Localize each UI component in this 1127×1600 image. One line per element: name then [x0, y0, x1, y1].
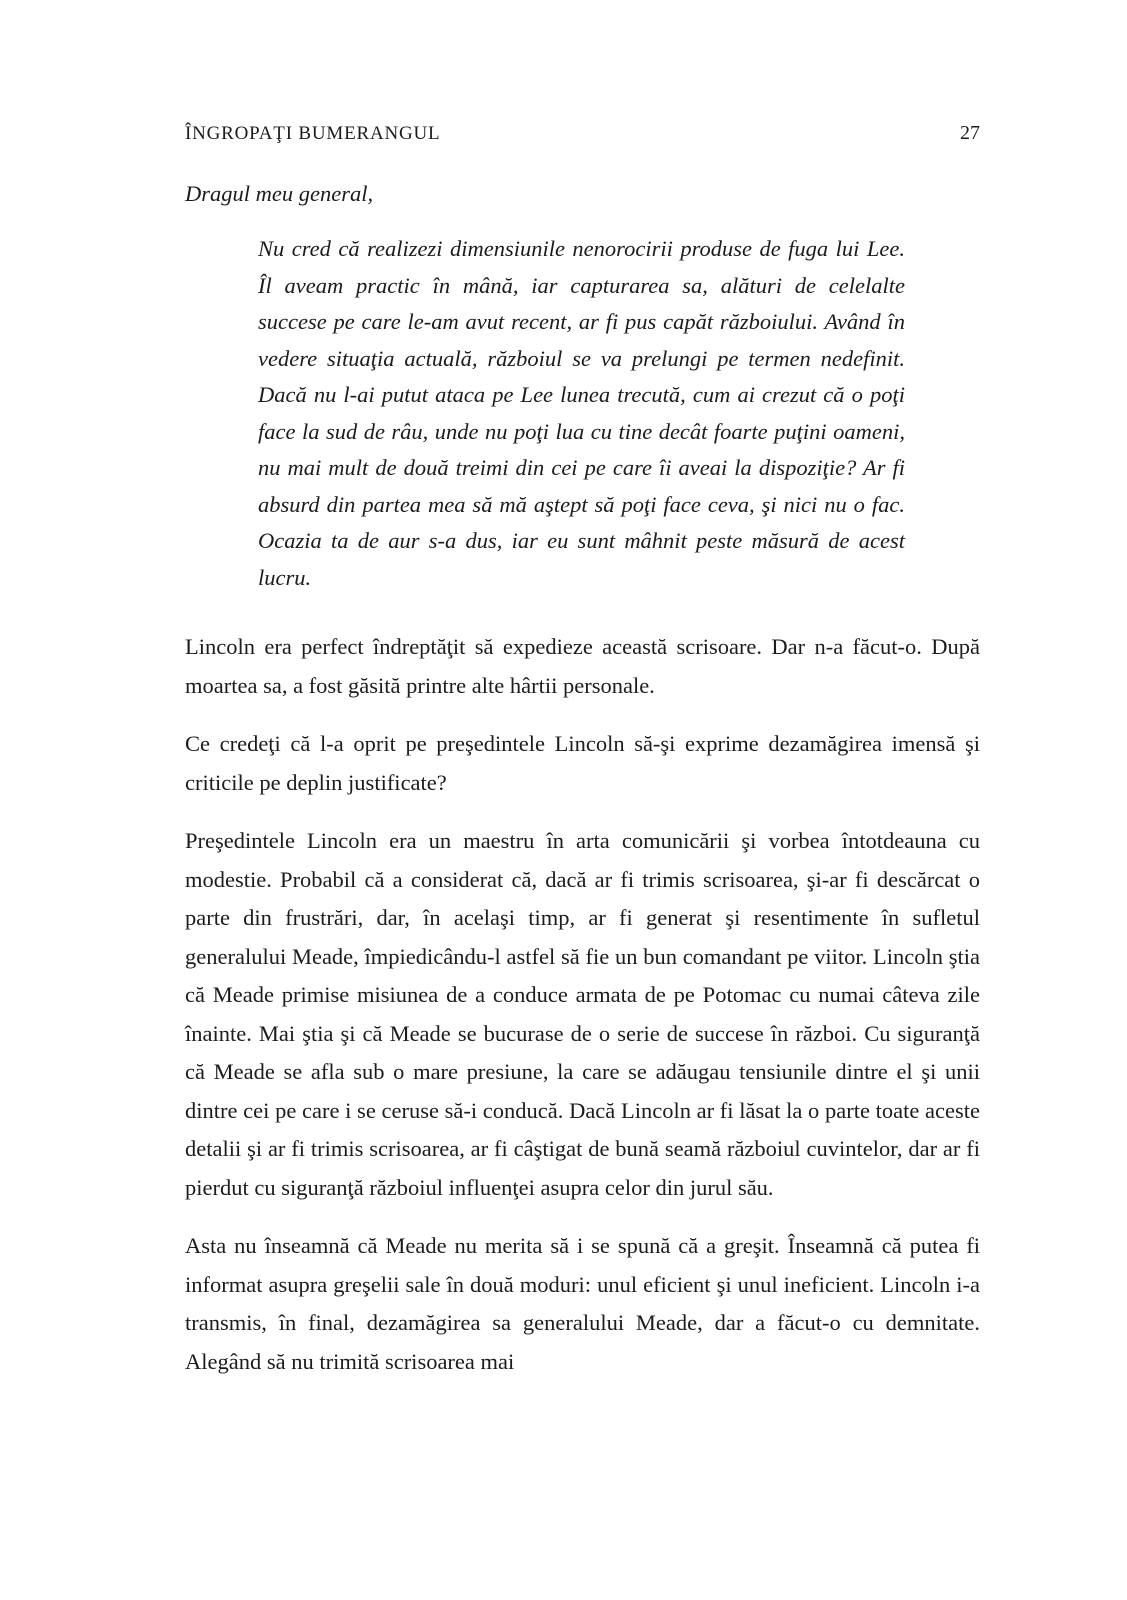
paragraph-1: Lincoln era perfect îndreptăţit să expedieze această scrisoare. Dar n-a făcut-o. După moartea sa, a fost găsită printre alte hârtii personale. [185, 634, 980, 698]
letter-quote: Nu cred că realizezi dimensiunile nenorocirii produse de fuga lui Lee. Îl aveam practic în mână, iar capturarea sa, alături de celelalte succese pe care le-am avut recent, ar fi pus capăt războiului. Având în vedere situaţia actuală, războiul se va prelungi pe termen nedefinit. Dacă nu l-ai putut ataca pe Lee lunea trecută, cum ai crezut că o poţi face la sud de râu, unde nu poţi lua cu tine decât foarte puţini oameni, nu mai mult de două treimi din cei pe care îi aveai la dispoziţie? Ar fi absurd din partea mea să mă aştept să poţi face ceva, şi nici nu o fac. Ocazia ta de aur s-a dus, iar eu sunt mâhnit peste măsură de acest lucru. [258, 236, 905, 590]
paragraph-4: Asta nu înseamnă că Meade nu merita să i se spună că a greşit. Înseamnă că putea fi informat asupra greşelii sale în două moduri: unul eficient şi unul ineficient. Lincoln i-a transmis, în final, dezamăgirea sa generalului Meade, dar a făcut-o cu demnitate. Alegând să nu trimită scrisoarea mai [185, 1233, 980, 1374]
page-number: 27 [960, 122, 980, 144]
paragraph-3: Preşedintele Lincoln era un maestru în arta comunicării şi vorbea întotdeauna cu modestie. Probabil că a considerat că, dacă ar fi trimis scrisoarea, şi-ar fi descărcat o parte din frustrări, dar, în acelaşi timp, ar fi generat şi resentimente în sufletul generalului Meade, împiedicându-l astfel să fie un bun comandant pe viitor. Lincoln ştia că Meade primise misiunea de a conduce armata de pe Potomac cu numai câteva zile înainte. Mai ştia şi că Meade se bucurase de o serie de succese în război. Cu siguranţă că Meade se afla sub o mare presiune, la care se adăugau tensiunile dintre el şi unii dintre cei pe care i se ceruse să-i conducă. Dacă Lincoln ar fi lăsat la o parte toate aceste detalii şi ar fi trimis scrisoarea, ar fi câştigat de bună seamă războiul cuvintelor, dar ar fi pierdut cu siguranţă războiul influenţei asupra celor din jurul său. [185, 828, 980, 1200]
page-header [185, 122, 980, 145]
paragraph-2: Ce credeţi că l-a oprit pe preşedintele Lincoln să-şi exprime dezamăgirea imensă şi criticile pe deplin justificate? [185, 731, 980, 795]
letter-salutation: Dragul meu general, [185, 181, 374, 206]
running-title: ÎNGROPAŢI BUMERANGUL [185, 123, 441, 144]
